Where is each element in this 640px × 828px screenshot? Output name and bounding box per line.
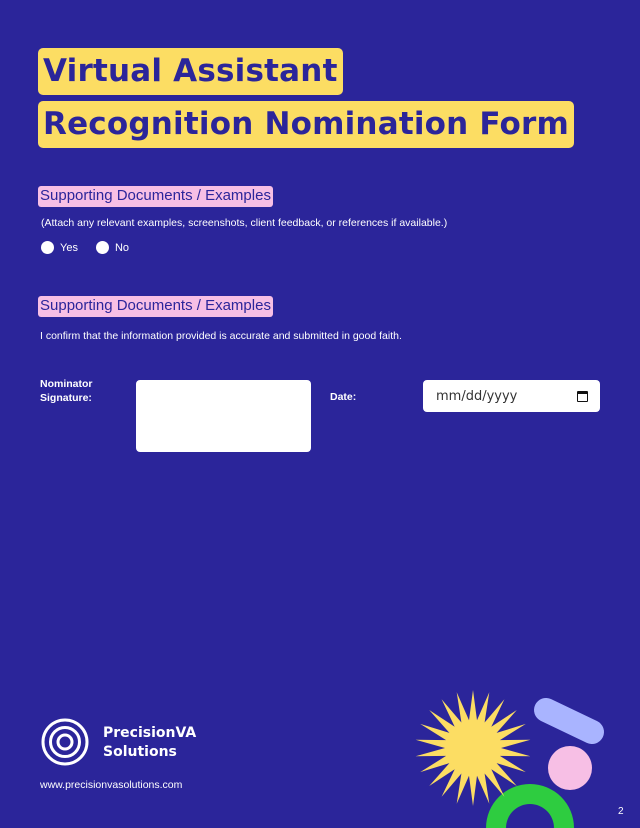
section-heading-supporting-documents: Supporting Documents / Examples bbox=[38, 186, 273, 207]
brand-name bbox=[103, 724, 196, 762]
signature-label-line-1: Nominator bbox=[40, 378, 93, 390]
section-heading-confirmation: Supporting Documents / Examples bbox=[38, 296, 273, 317]
attachment-note: (Attach any relevant examples, screenshots, client feedback, or references if available.) bbox=[41, 217, 448, 229]
signature-label-line-2: Signature: bbox=[40, 392, 92, 404]
signature-label bbox=[40, 377, 120, 405]
concentric-circles-logo-icon bbox=[41, 718, 89, 766]
radio-label-yes: Yes bbox=[60, 241, 78, 254]
date-placeholder: mm/dd/yyyy bbox=[436, 388, 518, 404]
date-input[interactable] bbox=[423, 380, 600, 412]
page-title-line-2: Recognition Nomination Form bbox=[38, 101, 574, 148]
page-title-line-1: Virtual Assistant bbox=[38, 48, 343, 95]
signature-field[interactable] bbox=[136, 380, 311, 452]
brand-name-line-1: PrecisionVA bbox=[103, 725, 197, 741]
radio-option-yes[interactable] bbox=[41, 241, 78, 254]
radio-option-no[interactable] bbox=[96, 241, 129, 254]
decorative-shapes bbox=[400, 680, 640, 828]
radio-button-yes[interactable] bbox=[41, 241, 54, 254]
confirmation-statement: I confirm that the information provided is accurate and submitted in good faith. bbox=[40, 330, 402, 342]
page-number: 2 bbox=[618, 806, 624, 817]
lavender-pill-shape bbox=[546, 710, 592, 732]
radio-label-no: No bbox=[114, 241, 130, 254]
date-label: Date: bbox=[330, 391, 357, 403]
website-url: www.precisionvasolutions.com bbox=[40, 779, 183, 791]
calendar-icon[interactable] bbox=[577, 391, 588, 402]
radio-group-supporting-documents bbox=[41, 241, 147, 254]
pink-circle-shape bbox=[548, 746, 592, 790]
radio-button-no[interactable] bbox=[96, 241, 109, 254]
brand-name-line-2: Solutions bbox=[103, 744, 177, 760]
